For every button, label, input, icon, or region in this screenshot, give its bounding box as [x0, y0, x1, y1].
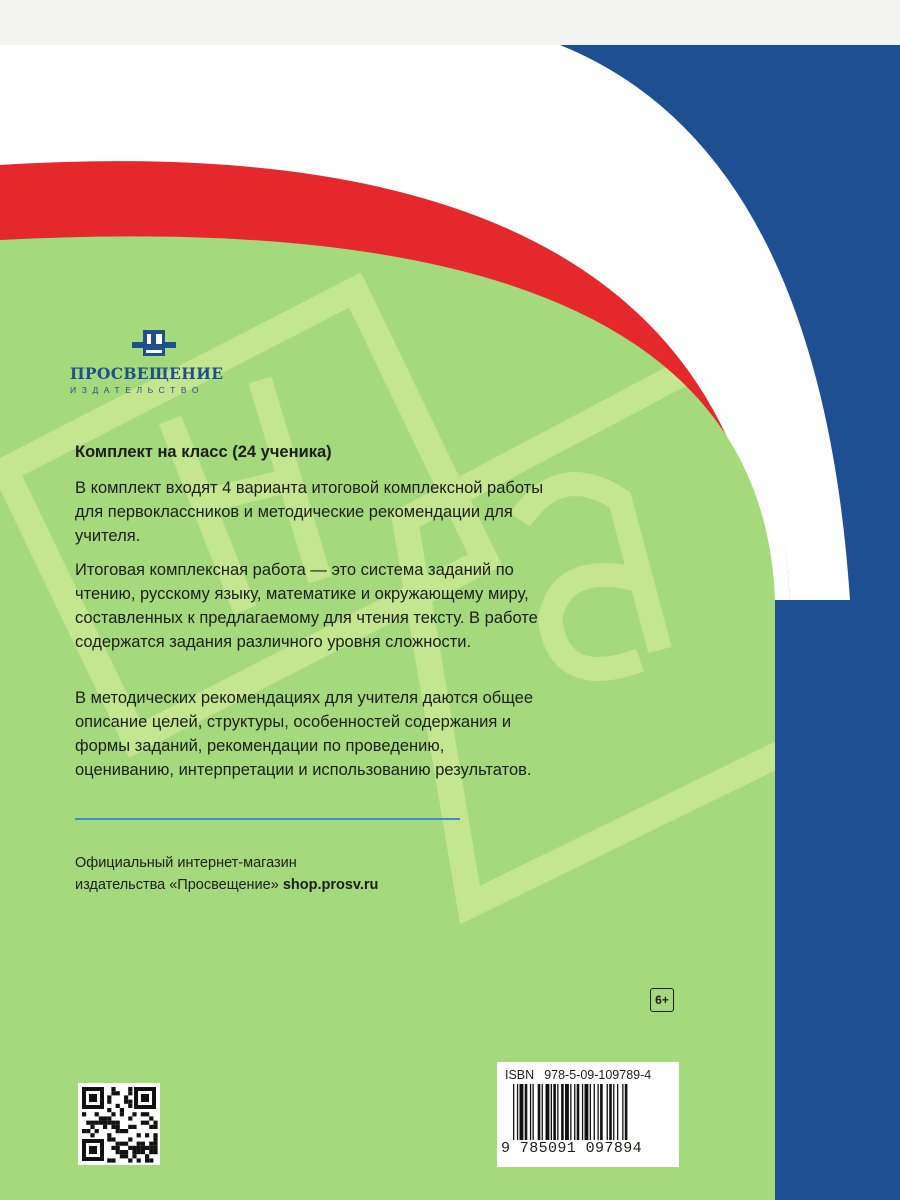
paragraph-kit-contents: В комплект входят 4 варианта итоговой комплексной работы для первоклассников и методические рекомендации для учителя. — [75, 479, 544, 545]
shop-info — [75, 852, 378, 896]
age-rating-badge: 6+ — [650, 988, 674, 1012]
paragraph-teacher-guide: В методических рекомендациях для учителя даются общее описание целей, структуры, особенностей содержания и формы заданий, рекомендации по проведению, оцениванию, интерпретации и использованию результатов. — [75, 689, 534, 779]
fgos-logo-icon — [74, 94, 108, 128]
isbn-number: 978-5-09-109789-4 — [544, 1068, 652, 1082]
fgos-logo-text: ГОС — [110, 100, 151, 121]
shop-url-link[interactable]: shop.prosv.ru — [282, 877, 379, 893]
isbn-text — [505, 1068, 651, 1082]
isbn-label: ISBN — [505, 1068, 535, 1082]
top-margin-strip — [0, 0, 900, 45]
fgos-logo — [74, 94, 151, 128]
paragraph-work-description: Итоговая комплексная работа — это система заданий по чтению, русскому языку, математике и окружающему миру, составленных к предлагаемому для чтения тексту. В работе содержатся задания различного уровня сложности. — [75, 561, 538, 651]
shop-line-2 — [75, 874, 378, 896]
prosveshchenie-emblem-icon — [130, 330, 178, 360]
qr-code — [78, 1083, 160, 1165]
barcode-digits: 9 785091 097894 — [501, 1140, 643, 1157]
shop-prefix: издательства «Просвещение» — [75, 877, 279, 893]
divider-line — [75, 818, 460, 820]
kit-title: Комплект на класс (24 ученика) — [75, 443, 332, 461]
barcode-icon — [513, 1084, 669, 1140]
publisher-subtitle: ИЗДАТЕЛЬСТВО — [70, 385, 205, 395]
publisher-logo — [70, 330, 240, 395]
shop-line-1: Официальный интернет-магазин — [75, 855, 297, 871]
qr-code-icon — [78, 1083, 160, 1165]
publisher-name: ПРОСВЕЩЕНИЕ — [70, 364, 224, 383]
isbn-block — [497, 1062, 679, 1167]
